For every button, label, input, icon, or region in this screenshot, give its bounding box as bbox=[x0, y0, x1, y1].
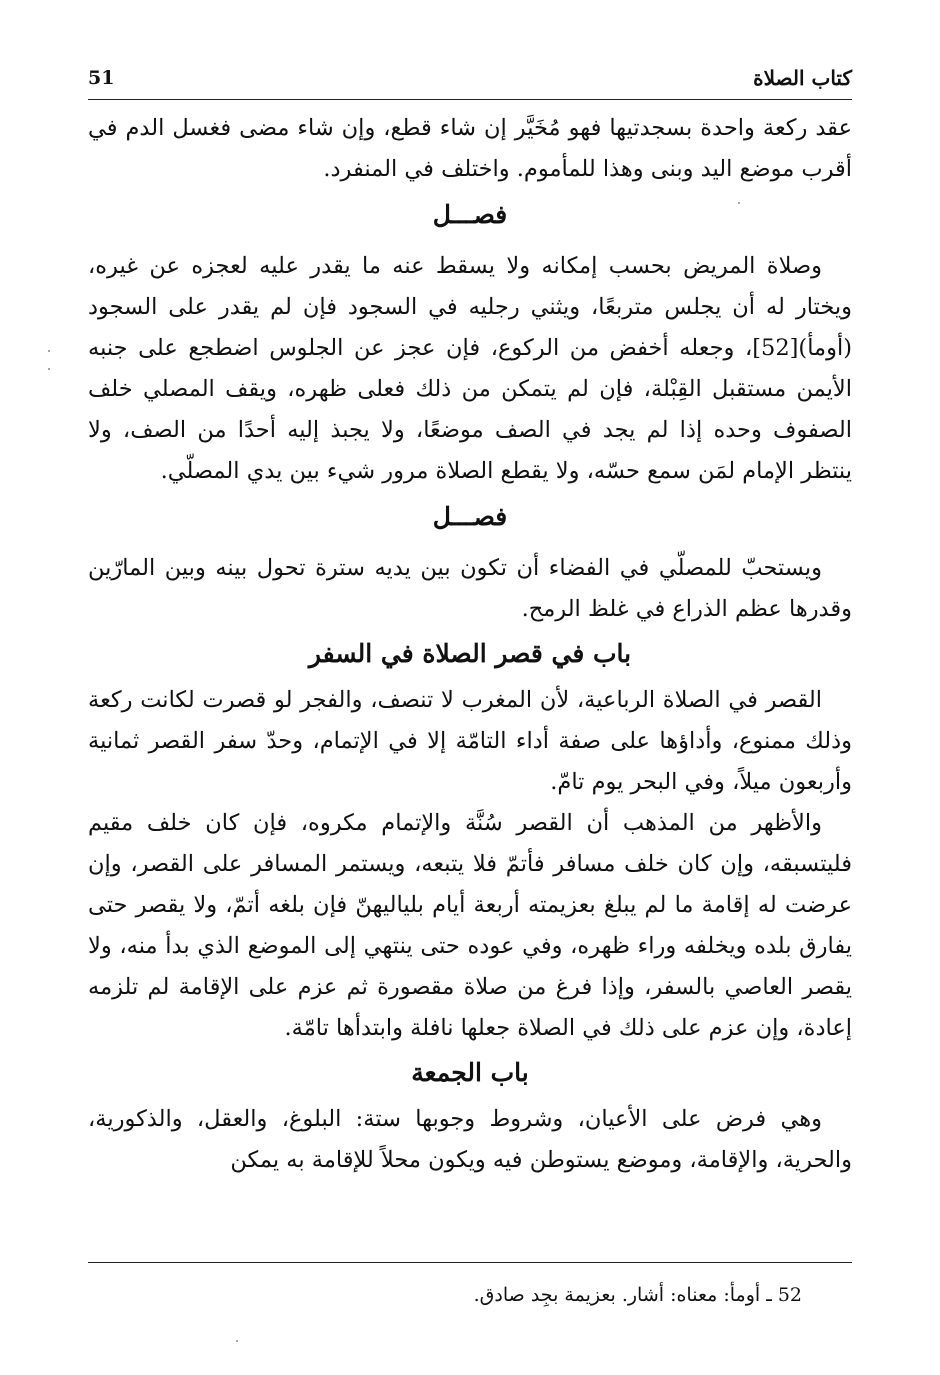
speck bbox=[236, 1340, 238, 1342]
book-title: كتاب الصلاة bbox=[753, 66, 852, 90]
section-heading-label: فصـــل bbox=[432, 200, 508, 229]
section-heading-label: فصـــل bbox=[432, 502, 508, 531]
speck bbox=[738, 202, 740, 204]
page-number: 51 bbox=[88, 67, 115, 89]
paragraph: عقد ركعة واحدة بسجدتيها فهو مُخَيَّر إن شاء قطع، وإن شاء مضى فغسل الدم في أقرب موضع اليد وبنى وهذا للمأموم. واختلف في المنفرد. bbox=[88, 115, 852, 182]
paragraph: وهي فرض على الأعيان، وشروط وجوبها ستة: البلوغ، والعقل، والذكورية، والحرية، والإقامة، وموضع يستوطن فيه ويكون محلاً للإقامة به يمكن bbox=[88, 1106, 852, 1173]
speck bbox=[48, 368, 50, 370]
section-heading bbox=[88, 492, 852, 548]
chapter-heading: باب الجمعة bbox=[411, 1058, 529, 1087]
paragraph: القصر في الصلاة الرباعية، لأن المغرب لا تنصف، والفجر لو قصرت لكانت ركعة وذلك ممنوع، وأداؤها على صفة أداء التامّة إلا في الإتمام، وحدّ سفر القصر ثمانية وأربعون ميلاً، وفي البحر يوم تامّ. bbox=[88, 687, 852, 795]
header-rule bbox=[88, 99, 852, 100]
section-heading bbox=[88, 190, 852, 246]
paragraph: ويستحبّ للمصلّي في الفضاء أن تكون بين يديه سترة تحول بينه وبين المارّين وقدرها عظم الذراع في غلظ الرمح. bbox=[88, 555, 852, 622]
chapter-heading: باب في قصر الصلاة في السفر bbox=[308, 639, 632, 668]
footnote: 52 ـ أومأ: معناه: أشار. بعزيمة بجِد صادق. bbox=[473, 1284, 802, 1306]
speck bbox=[48, 350, 50, 352]
footnote-rule bbox=[88, 1262, 852, 1263]
paragraph: وصلاة المريض بحسب إمكانه ولا يسقط عنه ما يقدر عليه لعجزه عن غيره، ويختار له أن يجلس متربعًا، ويثني رجليه في السجود فإن لم يقدر على السجود (أومأ)[52]، وجعله أخفض من الركوع، فإن عجز عن الجلوس اضطجع على جنبه الأيمن مستقبل القِبْلة، فإن لم يتمكن من ذلك فعلى ظهره، ويقف المصلي خلف الصفوف وحده إذا لم يجد في الصف موضعًا، ولا يجبذ إليه أحدًا من الصف، ولا ينتظر الإمام لمَن سمع حسّه، ولا يقطع الصلاة مرور شيء بين يدي المصلّي. bbox=[88, 253, 852, 484]
running-header bbox=[88, 62, 852, 94]
paragraph: والأظهر من المذهب أن القصر سُنَّة والإتمام مكروه، فإن كان خلف مقيم فليتسبقه، وإن كان خلف مسافر فأتمّ فلا يتبعه، ويستمر المسافر على القصر، وإن عرضت له إقامة ما لم يبلغ بعزيمته أربعة أيام بلياليهنّ فإن بلغه أتمّ، ولا يقصر حتى يفارق بلده ويخلفه وراء ظهره، وفي عوده حتى ينتهي إلى الموضع الذي بدأ منه، ولا يقصر العاصي بالسفر، وإذا فرغ من صلاة مقصورة ثم عزم على الإقامة لم تلزمه إعادة، وإن عزم على ذلك في الصلاة جعلها نافلة وابتدأها تامّة. bbox=[88, 810, 852, 1041]
main-text bbox=[88, 108, 852, 1181]
